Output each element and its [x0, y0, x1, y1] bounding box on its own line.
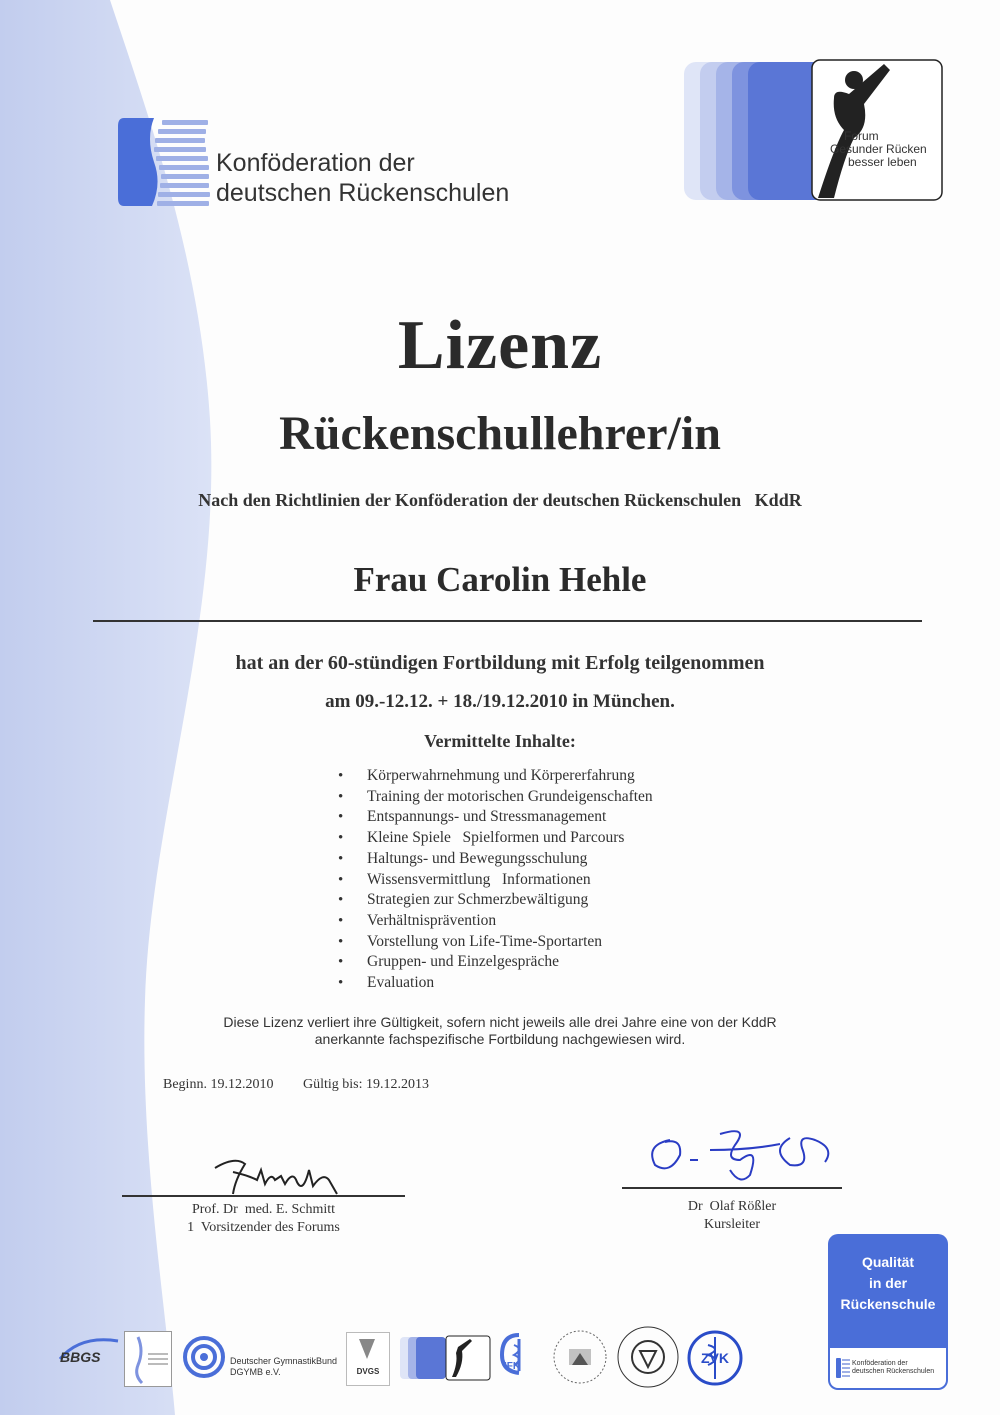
signature-line-right — [622, 1187, 842, 1189]
kddr-org-name — [216, 148, 509, 208]
dvgs-emblem-icon — [347, 1333, 387, 1365]
validity-line-2: anerkannte fachspezifische Fortbildung nachgewiesen wird. — [314, 1031, 686, 1047]
dgymb-line-1: Deutscher GymnastikBund — [230, 1356, 338, 1366]
forum-text — [814, 130, 942, 169]
validity-line-1: Diese Lizenz verliert ihre Gültigkeit, sofern nicht jeweils alle drei Jahre eine von der KddR — [223, 1014, 777, 1030]
spine-icon — [836, 1358, 850, 1378]
list-item: • Training der motorischen Grundeigenschaften — [338, 787, 653, 808]
signer-right — [622, 1198, 842, 1234]
quality-footer-text — [852, 1360, 934, 1376]
org-line-2: deutschen Rückenschulen — [216, 179, 510, 207]
vpt-seal-icon — [616, 1325, 680, 1389]
participation-text: hat an der 60-stündigen Fortbildung mit Erfolg teilgenommen — [235, 652, 765, 674]
valid-until-date: Gültig bis: 19.12.2013 — [303, 1077, 430, 1092]
org-line-1: Konföderation der — [216, 149, 415, 177]
list-item: • Vorstellung von Life-Time-Sportarten — [338, 932, 653, 953]
quality-badge-footer — [830, 1348, 946, 1388]
forum-small-logo — [400, 1335, 492, 1381]
signer-right-name: Dr Olaf Rößler — [687, 1199, 777, 1214]
course-dates: am 09.-12.12. + 18./19.12.2010 in München. — [325, 691, 675, 712]
quality-footer-line-2: deutschen Rückenschulen — [852, 1368, 935, 1375]
list-item: • Kleine Spiele Spielformen und Parcours — [338, 828, 653, 849]
validity-note — [0, 1014, 1000, 1048]
ifk-label: IFK — [504, 1361, 521, 1372]
list-item: • Wissensvermittlung Informationen — [338, 870, 653, 891]
list-item: • Körperwahrnehmung und Körpererfahrung — [338, 766, 653, 787]
certificate-title: Lizenz — [397, 307, 603, 384]
signer-left-role: 1 Vorsitzender des Forums — [187, 1220, 340, 1235]
dgymb-line-2: DGYMB e.V. — [230, 1367, 281, 1377]
list-item: • Entspannungs- und Stressmanagement — [338, 807, 653, 828]
name-underline — [93, 620, 922, 622]
forum-line-1: Forum — [844, 129, 879, 143]
zvk-logo — [686, 1329, 744, 1387]
bbgs-label: BBGS — [60, 1349, 101, 1365]
contents-list — [338, 766, 653, 994]
signature-line-left — [122, 1195, 405, 1197]
list-item: • Gruppen- und Einzelgespräche — [338, 952, 653, 973]
signature-left — [205, 1150, 345, 1200]
quality-badge — [828, 1234, 948, 1390]
list-item: • Haltungs- und Bewegungsschulung — [338, 849, 653, 870]
bbgs-logo — [40, 1335, 120, 1385]
certificate-subtitle: Rückenschullehrer/in — [279, 407, 721, 460]
list-item: • Strategien zur Schmerzbewältigung — [338, 890, 653, 911]
contents-heading: Vermittelte Inhalte: — [424, 731, 576, 751]
signature-right — [640, 1120, 850, 1190]
bundesverband-logo — [124, 1331, 172, 1387]
signer-left-name: Prof. Dr med. E. Schmitt — [191, 1202, 336, 1217]
dgymb-label — [230, 1356, 337, 1378]
quality-line-2: in der — [868, 1275, 908, 1291]
spine-icon — [118, 114, 218, 214]
ifk-logo — [494, 1331, 544, 1387]
quality-badge-text — [828, 1252, 948, 1315]
list-item: • Verhältnisprävention — [338, 911, 653, 932]
forum-line-2: Gesunder Rücken — [830, 142, 927, 156]
quality-line-1: Qualität — [861, 1254, 915, 1270]
list-item: • Evaluation — [338, 973, 653, 994]
quality-footer-line-1: Konföderation der — [852, 1360, 908, 1367]
recipient-name: Frau Carolin Hehle — [353, 560, 647, 599]
dgymb-emblem-icon — [183, 1336, 225, 1378]
dvgs-logo — [346, 1332, 390, 1386]
zvk-label: ZVK — [701, 1350, 729, 1366]
rueckenschule-seal-icon — [552, 1327, 608, 1387]
quality-line-3: Rückenschule — [840, 1296, 936, 1312]
forum-line-3: besser leben — [848, 155, 917, 169]
signer-right-role: Kursleiter — [704, 1217, 760, 1232]
signer-left — [122, 1201, 405, 1237]
dvgs-label: DVGS — [356, 1367, 380, 1376]
begin-date: Beginn. 19.12.2010 — [163, 1077, 274, 1092]
guidelines-text: Nach den Richtlinien der Konföderation der deutschen Rückenschulen KddR — [198, 490, 802, 510]
